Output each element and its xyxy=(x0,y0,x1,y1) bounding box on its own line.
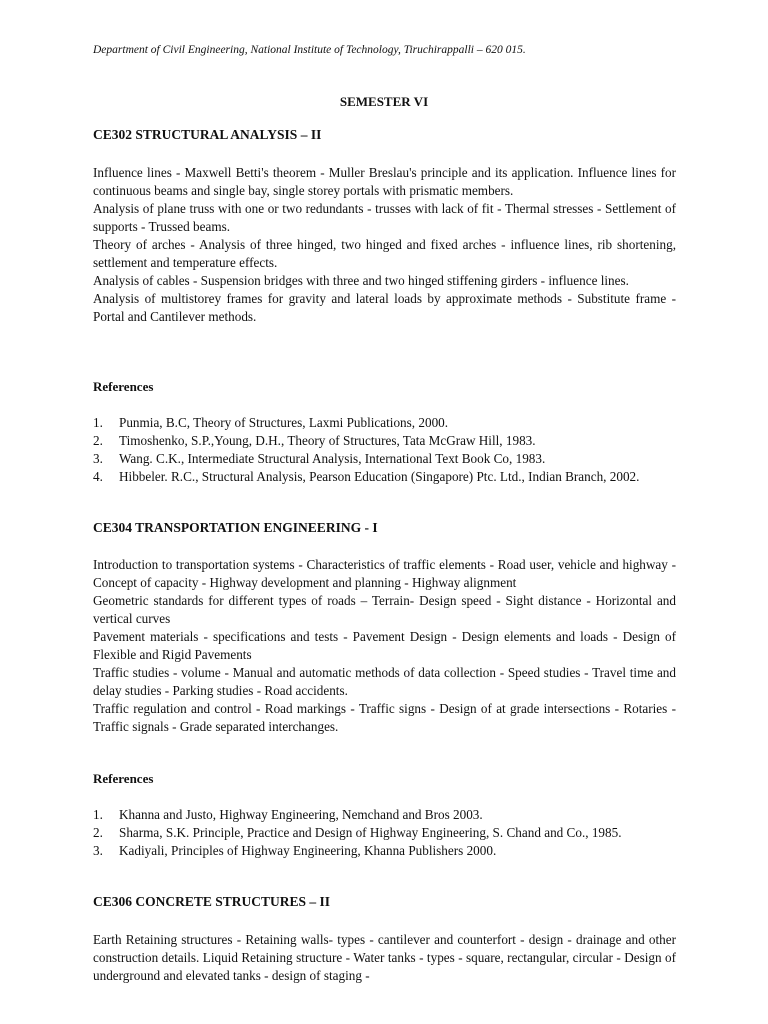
reference-item xyxy=(93,824,676,842)
reference-text: Punmia, B.C, Theory of Structures, Laxmi Publications, 2000. xyxy=(119,415,449,430)
reference-number: 2. xyxy=(93,433,103,448)
reference-text: Sharma, S.K. Principle, Practice and Design of Highway Engineering, S. Chand and Co., 1985. xyxy=(119,825,622,840)
course-ce302 xyxy=(93,127,676,143)
course-ce306 xyxy=(93,894,676,910)
references-heading: References xyxy=(93,379,154,394)
reference-number: 1. xyxy=(93,415,103,430)
course-ce306-syllabus xyxy=(93,931,676,985)
reference-item xyxy=(93,432,676,450)
syllabus-paragraph: Analysis of multistorey frames for gravity and lateral loads by approximate methods - Substitute frame - Portal and Cantilever methods. xyxy=(93,291,676,324)
syllabus-paragraph: Geometric standards for different types of roads – Terrain- Design speed - Sight distance - Horizontal and vertical curves xyxy=(93,593,676,626)
syllabus-paragraph: Earth Retaining structures - Retaining walls- types - cantilever and counterfort - design - drainage and other construction details. Liquid Retaining structure - Water tanks - types - square, rectangular, circular - Design of underground and elevated tanks - design of staging - xyxy=(93,932,676,983)
syllabus-paragraph: Theory of arches - Analysis of three hinged, two hinged and fixed arches - influence lines, rib shortening, settlement and temperature effects. xyxy=(93,237,676,270)
reference-number: 1. xyxy=(93,807,103,822)
reference-item xyxy=(93,468,676,486)
reference-number: 4. xyxy=(93,469,103,484)
reference-number: 3. xyxy=(93,843,103,858)
reference-item xyxy=(93,414,676,432)
syllabus-paragraph: Traffic regulation and control - Road markings - Traffic signs - Design of at grade intersections - Rotaries - Traffic signals - Grade separated interchanges. xyxy=(93,701,676,734)
course-ce302-reference-list xyxy=(93,414,676,486)
reference-number: 2. xyxy=(93,825,103,840)
reference-text: Wang. C.K., Intermediate Structural Analysis, International Text Book Co, 1983. xyxy=(119,451,546,466)
course-ce302-syllabus xyxy=(93,164,676,326)
semester-heading: SEMESTER VI xyxy=(339,94,429,109)
syllabus-paragraph: Traffic studies - volume - Manual and automatic methods of data collection - Speed studies - Travel time and delay studies - Parking studies - Road accidents. xyxy=(93,665,676,698)
course-ce304-syllabus xyxy=(93,556,676,736)
reference-item xyxy=(93,450,676,468)
syllabus-paragraph: Analysis of plane truss with one or two redundants - trusses with lack of fit - Thermal stresses - Settlement of supports - Trussed beams. xyxy=(93,201,676,234)
course-ce304 xyxy=(93,520,676,536)
course-ce304-reference-list xyxy=(93,806,676,860)
reference-item xyxy=(93,842,676,860)
reference-number: 3. xyxy=(93,451,103,466)
reference-text: Khanna and Justo, Highway Engineering, Nemchand and Bros 2003. xyxy=(119,807,483,822)
references-heading: References xyxy=(93,771,154,786)
reference-item xyxy=(93,806,676,824)
course-ce302-references xyxy=(93,379,676,395)
course-ce304-references xyxy=(93,771,676,787)
reference-text: Timoshenko, S.P.,Young, D.H., Theory of Structures, Tata McGraw Hill, 1983. xyxy=(119,433,536,448)
reference-text: Hibbeler. R.C., Structural Analysis, Pearson Education (Singapore) Ptc. Ltd., Indian Branch, 2002. xyxy=(119,469,640,484)
syllabus-paragraph: Analysis of cables - Suspension bridges with three and two hinged stiffening girders - influence lines. xyxy=(93,273,629,288)
syllabus-paragraph: Pavement materials - specifications and tests - Pavement Design - Design elements and loads - Design of Flexible and Rigid Pavements xyxy=(93,629,676,662)
page-header: Department of Civil Engineering, National Institute of Technology, Tiruchirappalli – 620 015. xyxy=(93,44,526,56)
syllabus-paragraph: Influence lines - Maxwell Betti's theorem - Muller Breslau's principle and its application. Influence lines for continuous beams and single bay, single storey portals with prismatic members. xyxy=(93,165,676,198)
course-title: CE304 TRANSPORTATION ENGINEERING - I xyxy=(93,520,378,535)
course-title: CE302 STRUCTURAL ANALYSIS – II xyxy=(93,127,322,142)
syllabus-paragraph: Introduction to transportation systems - Characteristics of traffic elements - Road user, vehicle and highway - Concept of capacity - Highway development and planning - Highway alignment xyxy=(93,557,676,590)
course-title: CE306 CONCRETE STRUCTURES – II xyxy=(93,894,331,909)
reference-text: Kadiyali, Principles of Highway Engineering, Khanna Publishers 2000. xyxy=(119,843,497,858)
